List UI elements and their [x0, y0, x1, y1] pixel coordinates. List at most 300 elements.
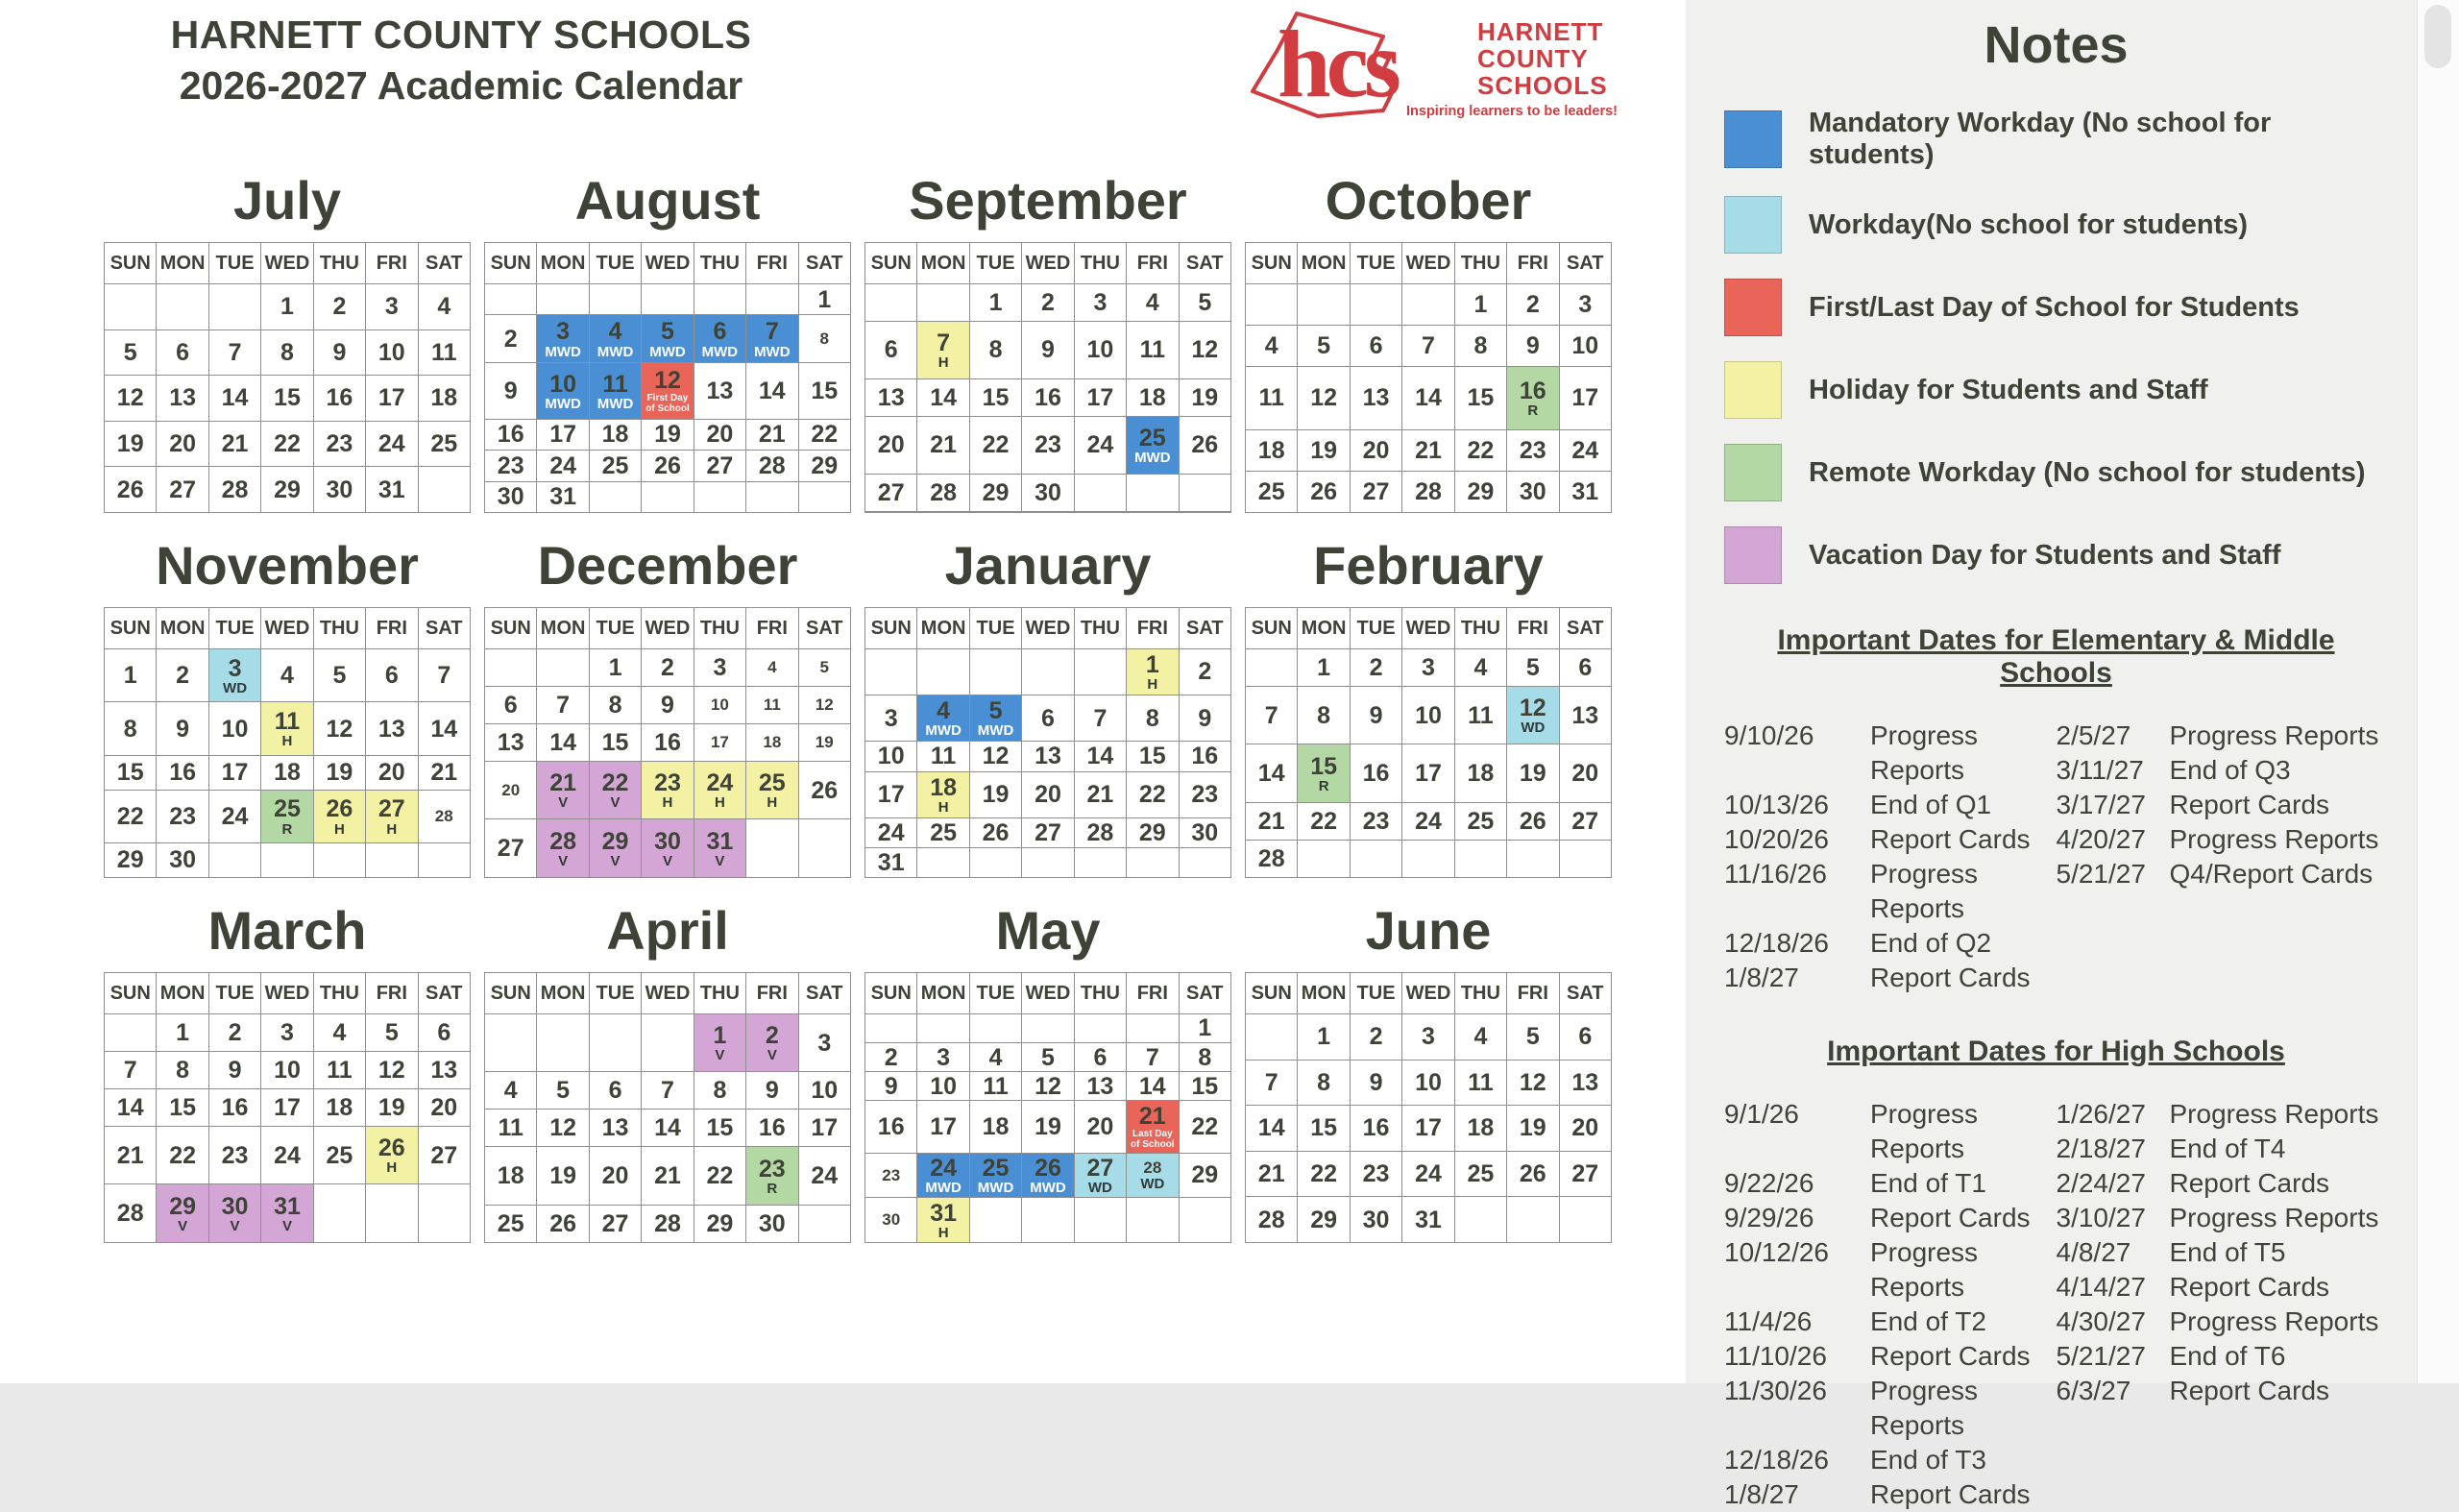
date-label: Report Cards	[1870, 1479, 2031, 1509]
legend-label-fld: First/Last Day of School for Students	[1809, 291, 2300, 323]
day-number: 8	[988, 336, 1003, 364]
week-row	[865, 474, 1231, 511]
day-header: FRI	[1127, 973, 1179, 1014]
day-number: 30	[221, 1192, 249, 1220]
day-cell-april-8	[694, 1072, 745, 1110]
day-cell-september-27	[865, 474, 917, 511]
day-cell-february-5	[1507, 649, 1559, 687]
day-cell	[1298, 840, 1350, 877]
day-number: 11	[1258, 384, 1284, 412]
day-cell-january-10	[865, 742, 917, 771]
day-number: 6	[1578, 653, 1593, 681]
day-number: 20	[877, 431, 905, 459]
date-value: 1/26/27	[2056, 1099, 2146, 1129]
day-number: 22	[1138, 781, 1166, 809]
day-number: 1	[1317, 653, 1331, 681]
date-value: 6/3/27	[2056, 1376, 2131, 1405]
day-number: 3	[884, 704, 898, 732]
day-cell	[1179, 847, 1230, 877]
day-cell	[746, 284, 798, 315]
day-cell-january-24	[865, 817, 917, 847]
day-number: 18	[497, 1162, 524, 1190]
day-cell	[1022, 1198, 1074, 1243]
day-number: 18	[274, 759, 301, 787]
date-columns	[1724, 1097, 2388, 1512]
day-cell	[1127, 1014, 1179, 1043]
day-header: SUN	[105, 243, 157, 284]
day-header: FRI	[746, 973, 798, 1014]
day-number: 26	[811, 776, 839, 804]
day-cell-january-23	[1179, 771, 1230, 817]
day-cell-july-12	[105, 376, 157, 422]
day-number: 30	[169, 846, 197, 874]
day-cell-october-14	[1402, 366, 1454, 429]
day-number: 11	[763, 695, 781, 715]
day-number: 21	[1257, 1159, 1285, 1187]
day-number: 4	[437, 293, 451, 321]
day-cell-june-10	[1402, 1060, 1454, 1106]
day-number: 16	[221, 1093, 249, 1121]
day-number: 7	[228, 338, 242, 366]
day-cell-october-1	[1454, 284, 1506, 326]
day-number: 31	[1415, 1206, 1442, 1233]
day-tag: WD	[1087, 1180, 1112, 1197]
day-number: 24	[1415, 1159, 1442, 1187]
day-tag: V	[662, 852, 672, 869]
calendar-grid-august	[484, 242, 851, 513]
day-cell-march-13	[418, 1052, 470, 1089]
day-cell-february-24	[1402, 802, 1454, 840]
day-cell-june-24	[1402, 1151, 1454, 1197]
day-cell	[366, 843, 418, 878]
day-cell-march-29	[157, 1184, 208, 1243]
day-cell	[589, 284, 641, 315]
day-number: 30	[1519, 477, 1546, 505]
day-number: 14	[758, 378, 786, 405]
day-number: 24	[549, 451, 577, 479]
day-cell-march-31	[261, 1184, 313, 1243]
day-cell	[1127, 847, 1179, 877]
day-number: 25	[1467, 1159, 1495, 1187]
day-tag: H	[937, 1224, 949, 1241]
day-header: SUN	[105, 973, 157, 1014]
day-number: 5	[384, 1018, 399, 1046]
legend-list	[1724, 108, 2388, 584]
day-cell	[1074, 1014, 1126, 1043]
day-number: 3	[1422, 1023, 1435, 1051]
day-header: MON	[157, 973, 208, 1014]
day-cell-may-13	[1074, 1072, 1126, 1101]
day-cell-december-20	[485, 762, 537, 819]
week-row	[1246, 744, 1612, 802]
day-cell-july-5	[105, 329, 157, 376]
day-number: 27	[1571, 807, 1599, 835]
day-cell	[589, 481, 641, 512]
date-entry	[1724, 1477, 2057, 1512]
month-title-april: April	[606, 900, 729, 961]
date-value: 5/21/27	[2056, 1341, 2146, 1371]
day-number: 9	[1369, 701, 1383, 729]
day-cell-august-24	[537, 451, 589, 481]
day-cell-august-16	[485, 419, 537, 450]
day-cell-july-28	[208, 467, 260, 513]
day-number: 5	[988, 697, 1003, 725]
week-row	[1246, 840, 1612, 877]
day-number: 10	[811, 1077, 839, 1105]
day-cell-august-11	[589, 363, 641, 419]
day-cell-september-17	[1074, 378, 1126, 416]
day-tag: MWD	[977, 722, 1014, 740]
day-cell-march-8	[157, 1052, 208, 1089]
date-label: Progress Reports	[2169, 1203, 2379, 1232]
month-title-january: January	[944, 535, 1152, 596]
week-row	[105, 1127, 471, 1184]
day-cell-august-23	[485, 451, 537, 481]
day-cell-june-11	[1454, 1060, 1506, 1106]
week-row	[105, 284, 471, 330]
date-entry	[1724, 1235, 2057, 1305]
day-cell-july-16	[313, 376, 365, 422]
day-cell-may-24	[917, 1153, 969, 1198]
day-tag: MWD	[977, 1180, 1014, 1197]
day-cell-january-22	[1127, 771, 1179, 817]
legend-item-r	[1724, 444, 2388, 501]
day-number: 29	[1191, 1161, 1219, 1189]
week-row	[1246, 1197, 1612, 1243]
day-cell-january-28	[1074, 817, 1126, 847]
day-cell-april-19	[537, 1147, 589, 1205]
day-number: 28	[549, 827, 577, 855]
day-cell	[1454, 1197, 1506, 1243]
day-tag: First Day of School	[645, 393, 690, 415]
day-cell-november-7	[418, 649, 470, 702]
day-number: 16	[1519, 377, 1546, 404]
day-number: 1	[1145, 650, 1159, 678]
day-number: 16	[497, 421, 524, 449]
day-header: SUN	[865, 608, 917, 649]
date-label: End of T1	[1870, 1168, 1986, 1198]
day-cell-april-20	[589, 1147, 641, 1205]
day-number: 3	[280, 1018, 294, 1046]
day-number: 27	[706, 451, 734, 479]
day-number: 4	[1264, 331, 1278, 359]
month-title-december: December	[537, 535, 798, 596]
day-cell-may-22	[1179, 1101, 1230, 1153]
day-cell-march-1	[157, 1014, 208, 1052]
date-label: Report Cards	[1870, 1203, 2031, 1232]
day-cell-january-8	[1127, 695, 1179, 742]
day-tag: MWD	[754, 343, 791, 360]
day-cell	[418, 843, 470, 878]
day-number: 15	[1191, 1072, 1219, 1100]
day-number: 9	[884, 1072, 898, 1100]
day-header: SAT	[1559, 608, 1611, 649]
day-cell-july-22	[261, 421, 313, 467]
day-cell-august-1	[798, 284, 850, 315]
day-number: 4	[332, 1018, 347, 1046]
day-cell	[798, 1205, 850, 1242]
month-october	[1245, 161, 1612, 513]
day-number: 29	[601, 827, 629, 855]
day-header: SAT	[1559, 973, 1611, 1014]
day-cell-july-18	[418, 376, 470, 422]
day-number: 19	[654, 421, 681, 449]
month-march	[104, 891, 471, 1243]
day-cell-august-6	[694, 315, 745, 363]
day-number: 29	[116, 846, 144, 874]
day-number: 2	[1369, 653, 1383, 681]
day-header: TUE	[969, 243, 1021, 284]
week-row	[865, 1153, 1231, 1198]
day-cell	[1350, 840, 1401, 877]
day-cell-august-28	[746, 451, 798, 481]
day-header: FRI	[1127, 243, 1179, 284]
day-tag: MWD	[545, 395, 581, 412]
day-cell-november-25	[261, 790, 313, 842]
day-cell-july-15	[261, 376, 313, 422]
week-row	[865, 416, 1231, 474]
day-number: 23	[1362, 807, 1390, 835]
day-number: 26	[1191, 431, 1219, 459]
day-header: MON	[537, 243, 589, 284]
day-cell-october-6	[1350, 325, 1401, 366]
month-may	[864, 891, 1231, 1243]
day-cell-june-13	[1559, 1060, 1611, 1106]
day-number: 26	[116, 476, 144, 503]
day-number: 13	[497, 728, 524, 756]
day-number: 31	[877, 848, 905, 876]
day-number: 14	[1138, 1072, 1166, 1100]
day-cell-january-27	[1022, 817, 1074, 847]
day-number: 27	[169, 476, 197, 503]
logo-name-line1: HARNETT	[1477, 17, 1604, 46]
day-number: 12	[377, 1056, 405, 1084]
day-cell-april-15	[694, 1110, 745, 1147]
day-number: 14	[116, 1093, 144, 1121]
day-number: 14	[430, 715, 458, 743]
day-cell-september-15	[969, 378, 1021, 416]
day-tag: V	[767, 1047, 777, 1064]
day-cell-july-4	[418, 284, 470, 330]
day-header: SUN	[865, 973, 917, 1014]
week-row	[865, 1043, 1231, 1072]
day-number: 12	[982, 743, 1010, 770]
legend-label-v: Vacation Day for Students and Staff	[1809, 539, 2281, 571]
date-entry	[2057, 1201, 2389, 1235]
day-header: TUE	[1350, 608, 1401, 649]
day-number: 22	[1191, 1112, 1219, 1140]
day-cell-april-7	[642, 1072, 694, 1110]
day-header: WED	[1402, 243, 1454, 284]
day-cell-november-3	[208, 649, 260, 702]
legend-label-mwd: Mandatory Workday (No school for students)	[1809, 108, 2272, 170]
day-number: 13	[1035, 743, 1061, 770]
day-number: 20	[601, 1162, 629, 1190]
day-tag: MWD	[596, 343, 634, 360]
day-cell-february-10	[1402, 687, 1454, 744]
day-number: 25	[982, 1154, 1010, 1182]
day-number: 6	[384, 662, 399, 690]
scrollbar-thumb[interactable]	[2424, 5, 2451, 68]
date-value: 9/22/26	[1724, 1168, 1814, 1198]
day-cell	[865, 1014, 917, 1043]
day-cell-december-4	[746, 649, 798, 687]
day-cell	[969, 1198, 1021, 1243]
day-tag: WD	[1521, 719, 1546, 737]
day-number: 21	[654, 1162, 681, 1190]
date-label: Report Cards	[2169, 1168, 2330, 1198]
h-color-swatch	[1724, 361, 1782, 419]
day-number: 28	[116, 1200, 144, 1228]
week-row	[865, 771, 1231, 817]
day-number: 25	[1257, 477, 1285, 505]
day-cell-september-3	[1074, 284, 1126, 322]
day-cell-august-5	[642, 315, 694, 363]
day-cell	[1179, 511, 1230, 512]
day-number: 5	[556, 1077, 571, 1105]
day-number: 18	[982, 1112, 1010, 1140]
day-cell-april-17	[798, 1110, 850, 1147]
day-number: 23	[654, 769, 681, 797]
day-cell-january-26	[969, 817, 1021, 847]
week-row	[865, 321, 1231, 378]
day-number: 23	[1035, 431, 1061, 459]
day-number: 21	[758, 421, 786, 449]
day-cell-december-17	[694, 724, 745, 762]
day-cell-august-22	[798, 419, 850, 450]
day-cell-october-30	[1507, 472, 1559, 513]
day-cell-august-8	[798, 315, 850, 363]
day-number: 11	[602, 370, 628, 398]
calendar-grid-december	[484, 607, 851, 878]
day-cell-february-12	[1507, 687, 1559, 744]
day-number: 28	[1143, 1158, 1162, 1178]
day-cell-april-16	[746, 1110, 798, 1147]
day-cell-april-28	[642, 1205, 694, 1242]
day-number: 22	[1467, 437, 1495, 465]
day-cell-october-27	[1350, 472, 1401, 513]
day-cell-february-17	[1402, 744, 1454, 802]
week-row	[1246, 284, 1612, 326]
date-entry	[2057, 822, 2389, 857]
scrollbar-track[interactable]	[2417, 0, 2459, 1383]
day-header-row	[105, 243, 471, 284]
day-cell-march-18	[313, 1089, 365, 1127]
day-number: 15	[1310, 752, 1338, 780]
date-entry	[1724, 1201, 2057, 1235]
hcs-logo	[1237, 0, 1618, 125]
week-row	[485, 451, 851, 481]
calendar-grid-march	[104, 972, 471, 1243]
day-number: 20	[1035, 781, 1061, 809]
day-cell-october-3	[1559, 284, 1611, 326]
day-cell-july-20	[157, 421, 208, 467]
important-dates	[1724, 624, 2388, 1512]
day-cell-november-15	[105, 755, 157, 790]
day-number: 27	[1086, 1154, 1114, 1182]
day-cell	[105, 1014, 157, 1052]
day-tag: R	[767, 1180, 778, 1197]
day-cell-july-11	[418, 329, 470, 376]
day-cell-november-24	[208, 790, 260, 842]
day-cell-april-6	[589, 1072, 641, 1110]
day-cell-february-13	[1559, 687, 1611, 744]
day-header: THU	[694, 243, 745, 284]
day-number: 2	[884, 1043, 898, 1071]
day-number: 14	[1086, 743, 1114, 770]
day-cell	[537, 284, 589, 315]
day-header: THU	[694, 973, 745, 1014]
day-cell-february-7	[1246, 687, 1298, 744]
day-number: 17	[811, 1114, 839, 1142]
date-value: 3/11/27	[2056, 755, 2144, 785]
day-cell-august-18	[589, 419, 641, 450]
day-cell-september-2	[1022, 284, 1074, 322]
day-number: 19	[1310, 437, 1338, 465]
day-cell	[366, 1184, 418, 1243]
day-cell-december-8	[589, 687, 641, 724]
day-cell-october-31	[1559, 472, 1611, 513]
day-cell-july-8	[261, 329, 313, 376]
day-header: THU	[1454, 608, 1506, 649]
day-cell-march-7	[105, 1052, 157, 1089]
day-number: 2	[332, 293, 347, 321]
week-row	[105, 329, 471, 376]
day-cell	[1507, 840, 1559, 877]
day-cell	[1127, 511, 1179, 512]
day-number: 12	[116, 384, 144, 412]
day-cell-october-10	[1559, 325, 1611, 366]
dates-section-high	[1724, 1036, 2388, 1512]
date-value: 4/30/27	[2056, 1306, 2146, 1336]
week-row	[105, 1014, 471, 1052]
date-label: End of Q3	[2169, 755, 2291, 785]
day-header: TUE	[589, 973, 641, 1014]
day-cell-december-21	[537, 762, 589, 819]
day-header: FRI	[746, 608, 798, 649]
date-value: 11/10/26	[1724, 1341, 1827, 1371]
day-number: 10	[221, 715, 249, 743]
calendar-grid-january	[864, 607, 1231, 878]
day-cell-april-1	[694, 1014, 745, 1072]
day-cell-august-17	[537, 419, 589, 450]
day-cell-october-17	[1559, 366, 1611, 429]
day-header: SAT	[798, 973, 850, 1014]
day-number: 16	[1191, 743, 1219, 770]
day-cell-october-20	[1350, 430, 1401, 472]
day-cell-august-14	[746, 363, 798, 419]
week-row	[1246, 802, 1612, 840]
date-column-right	[2057, 719, 2389, 995]
date-entry	[2057, 753, 2389, 788]
day-number: 28	[654, 1209, 681, 1237]
day-tag: MWD	[925, 1180, 962, 1197]
day-number: 17	[377, 384, 405, 412]
day-cell-february-3	[1402, 649, 1454, 687]
day-cell-june-18	[1454, 1106, 1506, 1152]
day-cell	[969, 511, 1021, 512]
day-cell-june-3	[1402, 1014, 1454, 1061]
day-cell-may-25	[969, 1153, 1021, 1198]
day-number: 28	[1257, 844, 1285, 872]
day-number: 23	[758, 1155, 786, 1183]
date-entry	[2057, 1374, 2389, 1408]
day-number: 26	[1519, 1159, 1546, 1187]
date-entry	[1724, 961, 2057, 995]
day-header: SUN	[1246, 243, 1298, 284]
day-number: 22	[116, 802, 144, 830]
day-number: 1	[1473, 290, 1488, 318]
